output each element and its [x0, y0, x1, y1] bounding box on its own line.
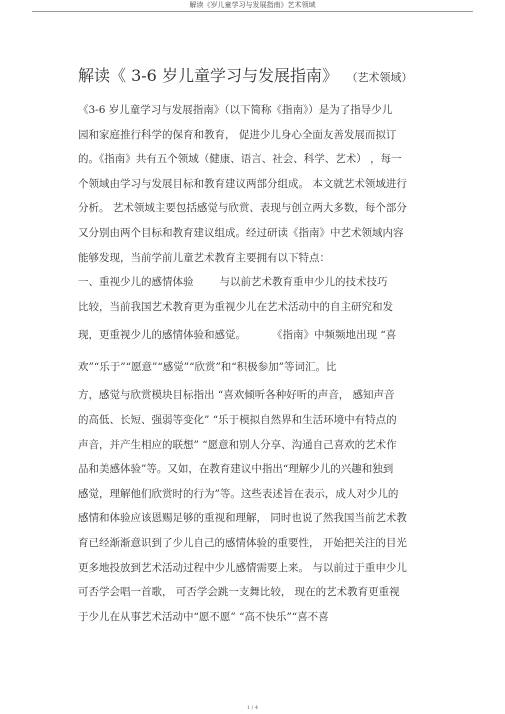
body-line: 品和美感体验”等。又如，在教育建议中指出“理解少儿的兴趣和独到 — [78, 463, 394, 476]
body-line: 分析。 艺术领域主要包括感觉与欣赏、表现与创立两大多数，每个部分 — [78, 202, 407, 215]
section-heading-line — [78, 270, 428, 295]
body-line: 的。《指南》共有五个领域（健康、语言、社会、科学、艺术） ，每一 — [78, 153, 402, 166]
body-line: 声音，并产生相应的联想” “愿意和别人分享、沟通自己喜欢的艺术作 — [78, 438, 397, 451]
document-title: 解读《 3-6 岁儿童学习与发展指南》 — [78, 66, 338, 85]
body-line: 能够发现，当前学前儿童艺术教育主要拥有以下特点： — [78, 251, 330, 264]
body-line: 又分别由两个目标和教育建议组成。经过研读《指南》中艺术领域内容 — [78, 226, 404, 239]
body-line: 《3-6 岁儿童学习与发展指南》（以下简称《指南》）是为了指导少儿 — [78, 104, 393, 116]
body-line: 个领域由学习与发展目标和教育建议两部分组成。 本文就艺术领域进行 — [78, 177, 407, 190]
body-line — [78, 319, 428, 351]
body-line: 的高低、长短、强弱等变化” “乐于模拟自然界和生活环境中有特点的 — [78, 413, 397, 426]
body-fragment: 《指南》中频频地出现 “喜 — [272, 329, 397, 342]
body-line: 感情和体验应该恩赐足够的重视和理解， 同时也说了然我国当前艺术教 — [78, 512, 407, 525]
body-line: 感觉，理解他们欣赏时的行为”等。这些表述旨在表示，成人对少儿的 — [78, 487, 399, 500]
document-title-block — [78, 66, 478, 88]
body-line: 欢”“乐于”“愿意”“感觉”“欣赏”和“积极参加”等词汇。比 — [78, 361, 337, 374]
document-subtitle: （艺术领域） — [351, 71, 413, 84]
header-rule — [32, 11, 473, 12]
body-line: 育已经渐渐意识到了少儿自己的感情体验的重要性， 开始把关注的目光 — [78, 536, 407, 549]
running-header: 解读《岁儿童学习与发展指南》艺术领域 — [189, 1, 316, 9]
body-fragment: 现，更重视少儿的感情体验和感觉。 — [78, 329, 246, 342]
body-line: 更多地投放到艺术活动过程中少儿感情需要上来。 与以前过于重申少儿 — [78, 561, 407, 574]
body-text — [78, 98, 428, 629]
body-fragment: 与以前艺术教育重申少儿的技术技巧 — [219, 276, 388, 289]
body-line: 于少儿在从事艺术活动中“愿不愿” “高不快乐”“喜不喜 — [78, 610, 329, 623]
body-line: 园和家庭推行科学的保育和教育， 促进少儿身心全面友善发展而拟订 — [78, 128, 397, 141]
section-heading: 一、重视少儿的感情体验 — [78, 276, 194, 289]
page-number: 1 / 4 — [246, 705, 259, 711]
body-line: 可否学会唱一首歌， 可否学会跳一支舞比较， 现在的艺术教育更重视 — [78, 586, 400, 599]
body-line: 比较，当前我国艺术教育更为重视少儿在艺术活动中的自主研究和发 — [78, 300, 393, 313]
body-line: 方，感觉与欣赏模块目标指出 “喜欢倾听各种好听的声音， 感知声音 — [78, 389, 395, 402]
